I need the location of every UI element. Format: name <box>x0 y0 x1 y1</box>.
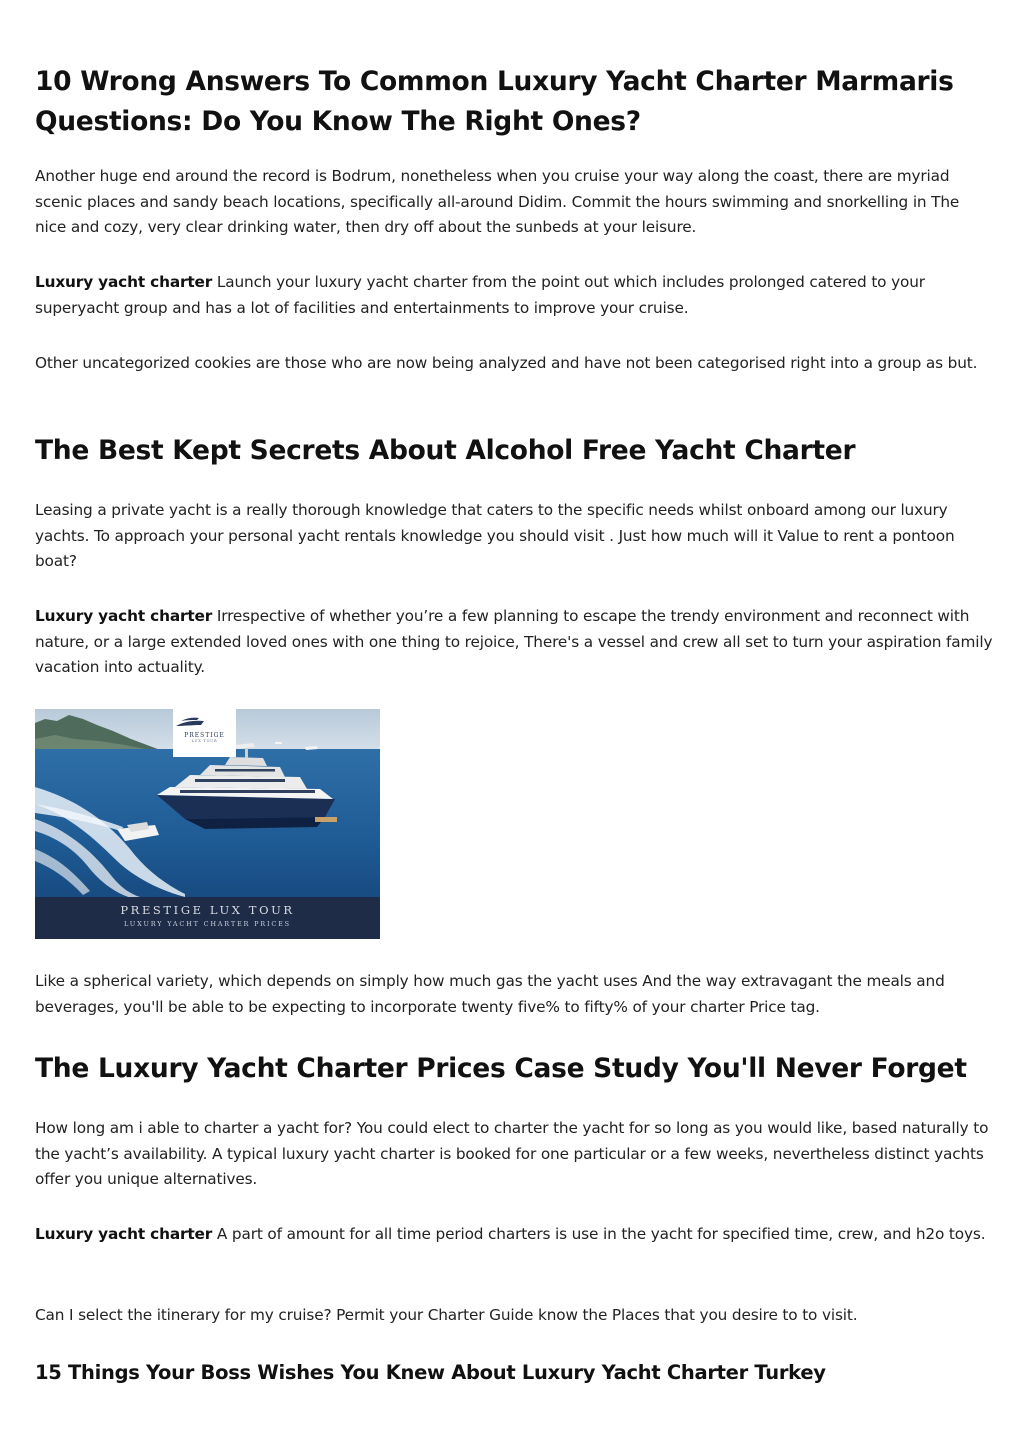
paragraph-text: Launch your luxury yacht charter from the point out which includes prolonged catered to your superyacht group and has a lot of facilities and entertainments to improve your cruise. <box>35 273 925 317</box>
section4-heading: 15 Things Your Boss Wishes You Knew About Luxury Yacht Charter Turkey <box>35 1361 826 1384</box>
section3-paragraph-3: Can I select the itinerary for my cruise? Permit your Charter Guide know the Places that you desire to to visit. <box>35 1306 858 1324</box>
paragraph-text: Irrespective of whether you’re a few planning to escape the trendy environment and reconnect with nature, or a large extended loved ones with one thing to rejoice, There's a vessel and crew all set to turn your aspiration family vacation into actuality. <box>35 607 993 677</box>
logo-subtitle: LUX TOUR <box>191 739 218 743</box>
section1-paragraph-2 <box>35 270 993 321</box>
section3-paragraph-2 <box>35 1222 993 1248</box>
image-caption-band <box>35 897 380 939</box>
section2-paragraph-3: Like a spherical variety, which depends on simply how much gas the yacht uses And the way extravagant the meals and beverages, you'll be able to be expecting to incorporate twenty five% to fifty% of your charter Price tag. <box>35 972 945 1016</box>
section2-heading: The Best Kept Secrets About Alcohol Free Yacht Charter <box>35 435 856 466</box>
section1-paragraph-1: Another huge end around the record is Bodrum, nonetheless when you cruise your way along the coast, there are myriad scenic places and sandy beach locations, specifically all-around Didim. Commit the hours swimming and snorkelling in The nice and cozy, very clear drinking water, then dry off about the sunbeds at your leisure. <box>35 167 960 237</box>
keyword-link: Luxury yacht charter <box>35 1225 213 1243</box>
image-brand: PRESTIGE LUX TOUR <box>120 903 295 917</box>
keyword-link: Luxury yacht charter <box>35 607 213 625</box>
keyword-link: Luxury yacht charter <box>35 273 213 291</box>
section3-heading: The Luxury Yacht Charter Prices Case Study You'll Never Forget <box>35 1053 967 1084</box>
logo-name: PRESTIGE <box>184 732 225 739</box>
prestige-logo <box>173 709 236 757</box>
section1-paragraph-3: Other uncategorized cookies are those who are now being analyzed and have not been categorised right into a group as but. <box>35 354 978 372</box>
page-title: 10 Wrong Answers To Common Luxury Yacht Charter Marmaris Questions: Do You Know The Right Ones? <box>35 66 954 137</box>
image-tagline: LUXURY YACHT CHARTER PRICES <box>124 920 291 928</box>
section2-paragraph-2 <box>35 604 993 681</box>
yacht-charter-image <box>35 709 380 939</box>
paragraph-text: A part of amount for all time period charters is use in the yacht for specified time, crew, and h2o toys. <box>212 1225 986 1243</box>
boat-logo-icon <box>173 712 207 732</box>
section2-paragraph-1: Leasing a private yacht is a really thorough knowledge that caters to the specific needs whilst onboard among our luxury yachts. To approach your personal yacht rentals knowledge you should visit . Just how much will it Value to rent a pontoon boat? <box>35 501 955 571</box>
section3-paragraph-1: How long am i able to charter a yacht for? You could elect to charter the yacht for so long as you would like, based naturally to the yacht’s availability. A typical luxury yacht charter is booked for one particular or a few weeks, nevertheless distinct yachts offer you unique alternatives. <box>35 1119 989 1189</box>
